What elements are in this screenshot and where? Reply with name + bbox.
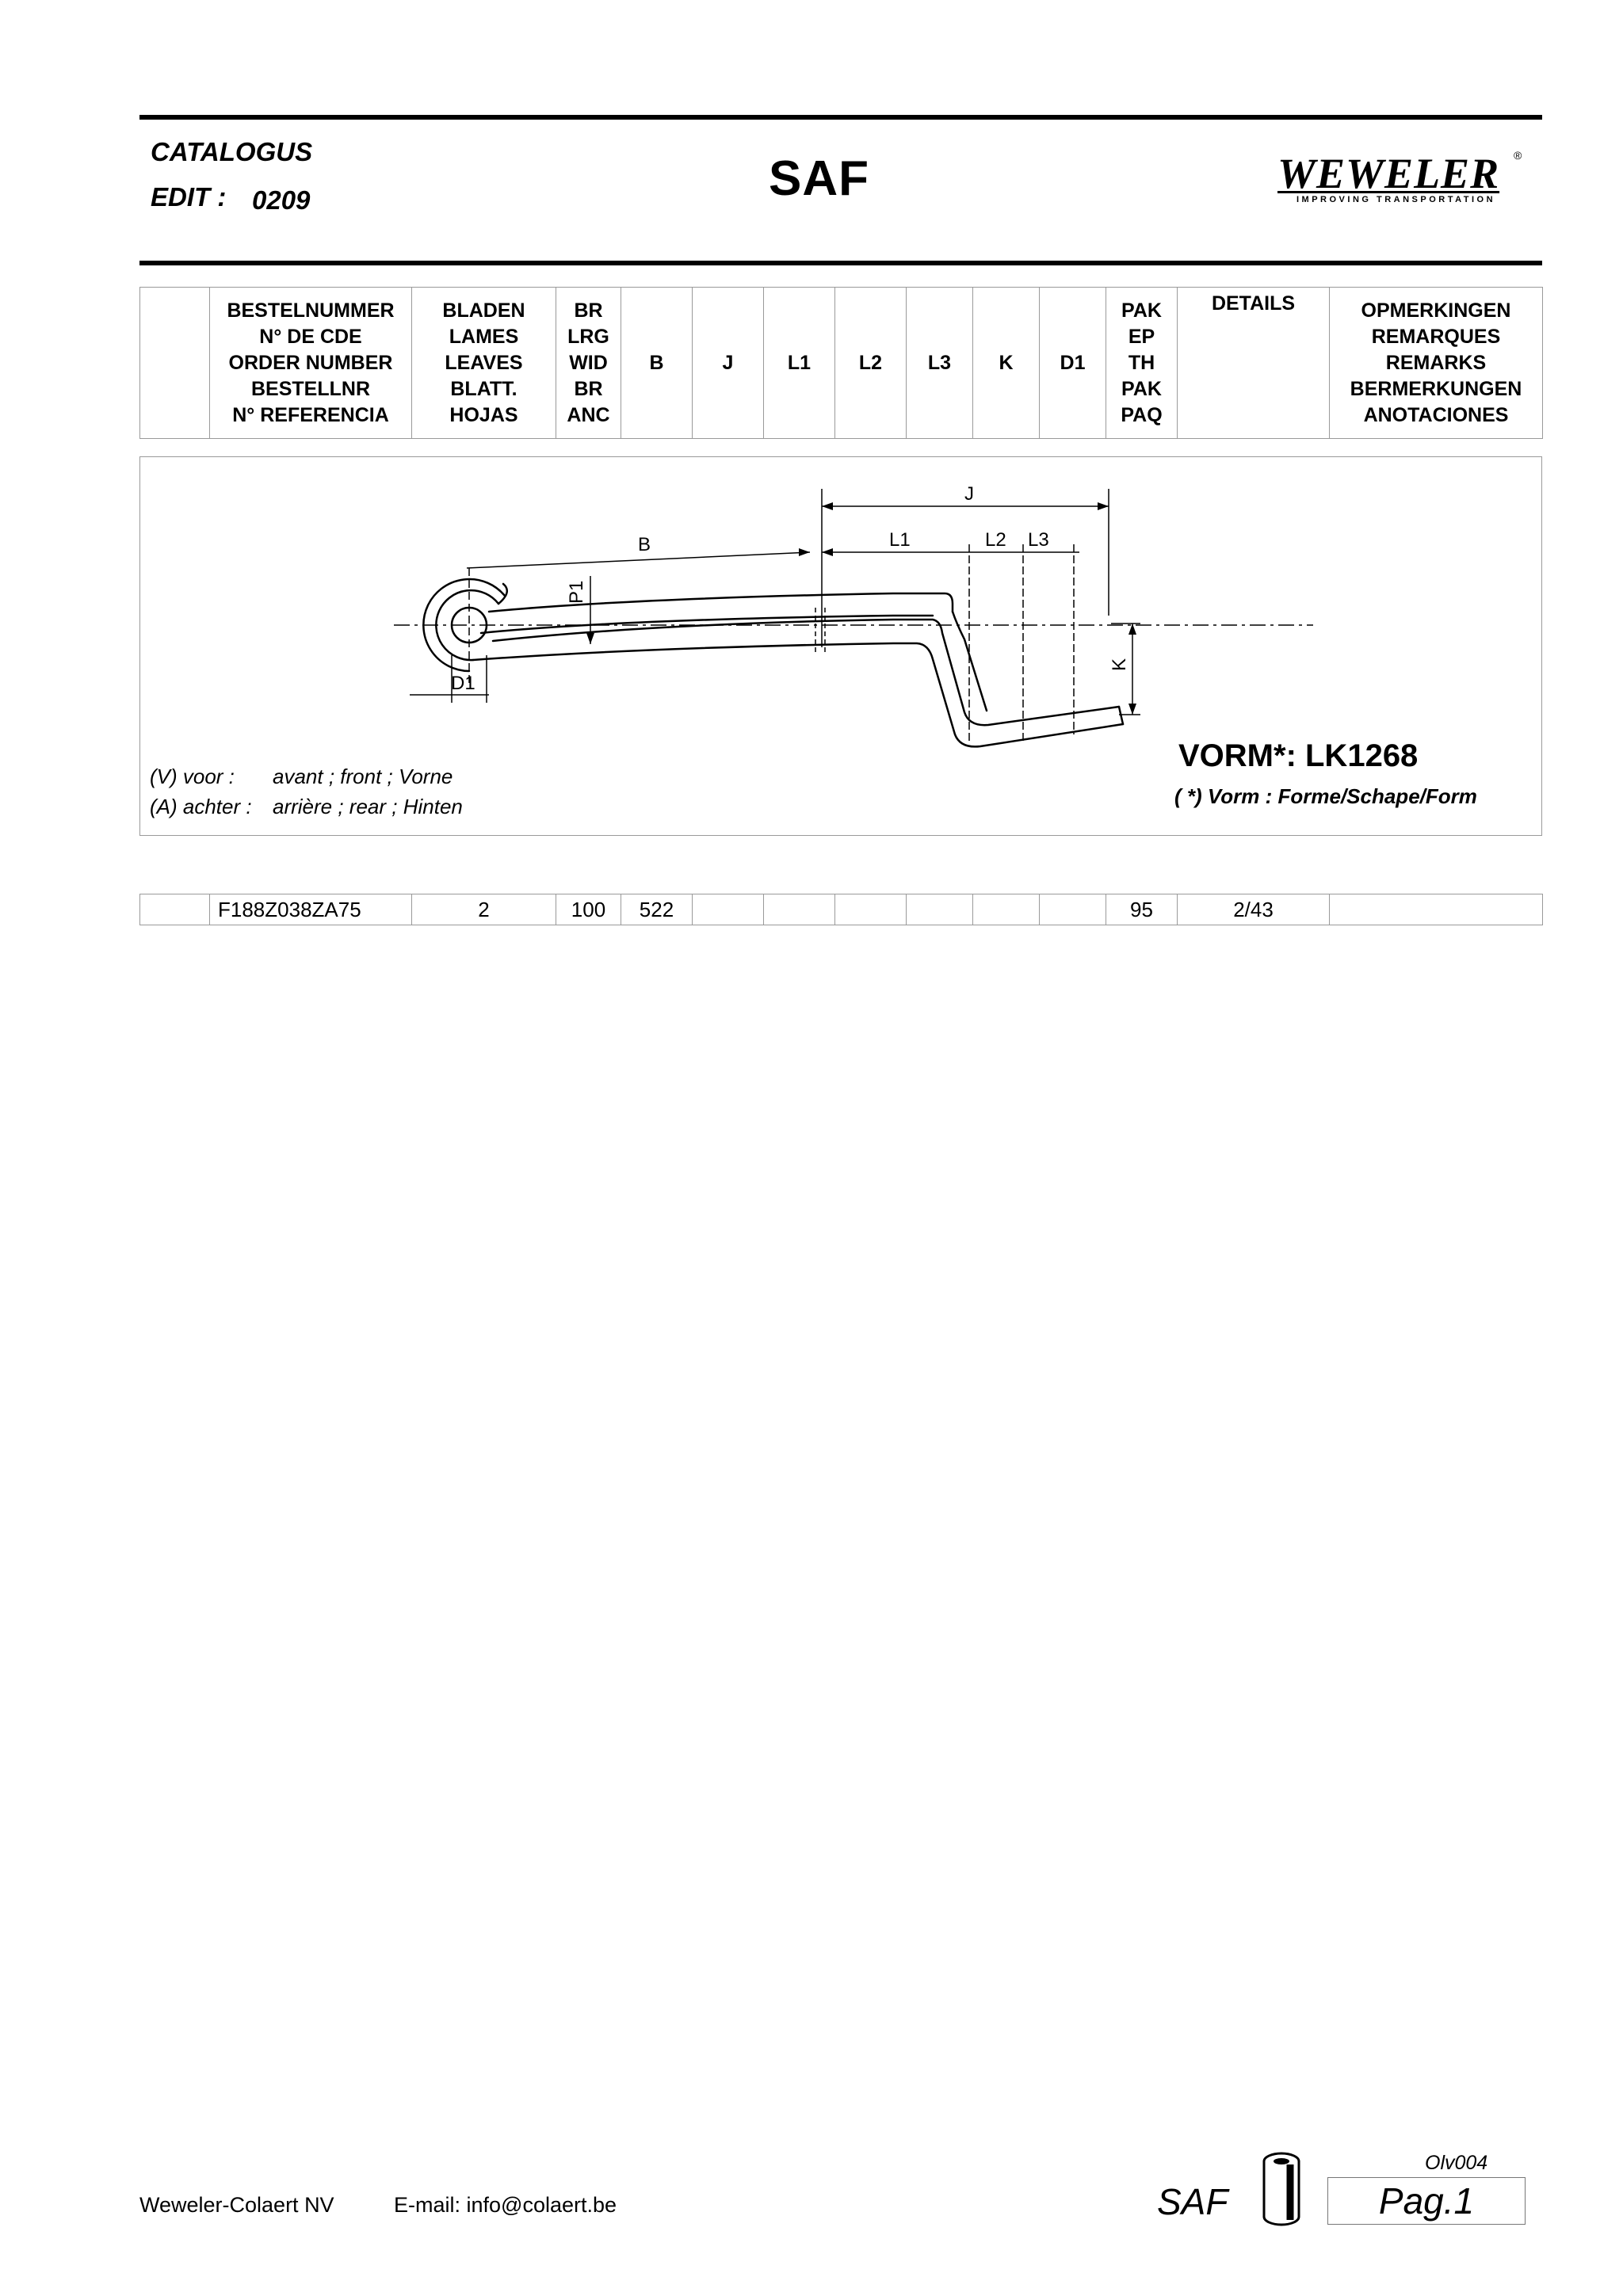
cell-l1 xyxy=(764,894,835,925)
col-header-leaves: BLADEN LAMES LEAVES BLATT. HOJAS xyxy=(412,288,556,439)
legend-front-key: (V) voor : xyxy=(150,765,235,788)
col-header-width: BR LRG WID BR ANC xyxy=(556,288,621,439)
main-leaf-bottom xyxy=(493,620,1119,725)
col-header-blank xyxy=(140,288,210,439)
arrow-p1 xyxy=(586,633,594,644)
label-j: J xyxy=(964,483,974,505)
table-row xyxy=(140,894,1543,925)
label-p1: P1 xyxy=(566,580,587,604)
arrow-j-left xyxy=(822,502,833,510)
lower-leaf xyxy=(473,643,1123,746)
weweler-logo xyxy=(1276,149,1529,212)
company-name: Weweler-Colaert NV xyxy=(139,2193,334,2217)
shape-note: ( *) Vorm : Forme/Schape/Form xyxy=(1174,784,1477,808)
label-l3: L3 xyxy=(1028,529,1049,551)
label-b: B xyxy=(638,534,651,555)
cell-d1 xyxy=(1040,894,1106,925)
column-header-table xyxy=(139,287,1543,439)
document-code: Olv004 xyxy=(1425,2152,1488,2174)
col-header-remarks: OPMERKINGEN REMARQUES REMARKS BERMERKUNGEN ANOTACIONES xyxy=(1330,288,1543,439)
label-l2: L2 xyxy=(985,529,1006,551)
spring-bushing-icon xyxy=(1258,2150,1304,2229)
legend-rear-value: arrière ; rear ; Hinten xyxy=(273,795,463,818)
arrow-l-left xyxy=(822,548,833,556)
arrow-k-bot xyxy=(1128,704,1136,715)
col-header-b: B xyxy=(621,288,693,439)
header-row xyxy=(140,288,1543,439)
contact-email: E-mail: info@colaert.be xyxy=(394,2193,617,2217)
col-header-k: K xyxy=(973,288,1040,439)
shape-code: VORM*: LK1268 xyxy=(1178,738,1419,773)
cell-order-number: F188Z038ZA75 xyxy=(210,894,412,925)
logo-tagline: IMPROVING TRANSPORTATION xyxy=(1296,195,1496,204)
col-header-d1: D1 xyxy=(1040,288,1106,439)
main-leaf-top xyxy=(489,593,953,612)
registered-mark: ® xyxy=(1514,149,1522,162)
logo-word: WEWELER xyxy=(1277,150,1500,197)
cell-leaves: 2 xyxy=(412,894,556,925)
page-number: Pag.1 xyxy=(1327,2177,1526,2225)
label-d1: D1 xyxy=(451,673,475,694)
cell-l2 xyxy=(835,894,907,925)
cell-width: 100 xyxy=(556,894,621,925)
edit-number: 0209 xyxy=(252,185,311,215)
cell-blank xyxy=(140,894,210,925)
leaf-end xyxy=(1119,707,1123,724)
arrow-b-right xyxy=(799,548,810,556)
cell-k xyxy=(973,894,1040,925)
label-l1: L1 xyxy=(889,529,911,551)
catalog-label: CATALOGUS xyxy=(151,137,313,166)
label-k: K xyxy=(1109,658,1130,671)
drawing-frame xyxy=(139,456,1542,836)
cell-j xyxy=(693,894,764,925)
header-rule xyxy=(139,261,1542,265)
col-header-l3: L3 xyxy=(907,288,973,439)
cell-l3 xyxy=(907,894,973,925)
col-header-l2: L2 xyxy=(835,288,907,439)
top-rule xyxy=(139,115,1542,120)
cell-details: 2/43 xyxy=(1178,894,1330,925)
legend-front-value: avant ; front ; Vorne xyxy=(273,765,453,788)
col-header-details: DETAILS xyxy=(1178,288,1330,439)
arrow-j-right xyxy=(1098,502,1109,510)
parts-table xyxy=(139,894,1543,925)
footer-brand: SAF xyxy=(1157,2181,1228,2222)
col-header-thickness: PAK EP TH PAK PAQ xyxy=(1106,288,1178,439)
edit-label: EDIT : xyxy=(151,182,227,212)
cell-b: 522 xyxy=(621,894,693,925)
cell-thickness: 95 xyxy=(1106,894,1178,925)
cell-remarks xyxy=(1330,894,1543,925)
col-header-order-number: BESTELNUMMER N° DE CDE ORDER NUMBER BESTELLNR N° REFERENCIA xyxy=(210,288,412,439)
col-header-j: J xyxy=(693,288,764,439)
legend-rear-key: (A) achter : xyxy=(150,795,252,818)
brand-title: SAF xyxy=(769,151,869,206)
col-header-l1: L1 xyxy=(764,288,835,439)
